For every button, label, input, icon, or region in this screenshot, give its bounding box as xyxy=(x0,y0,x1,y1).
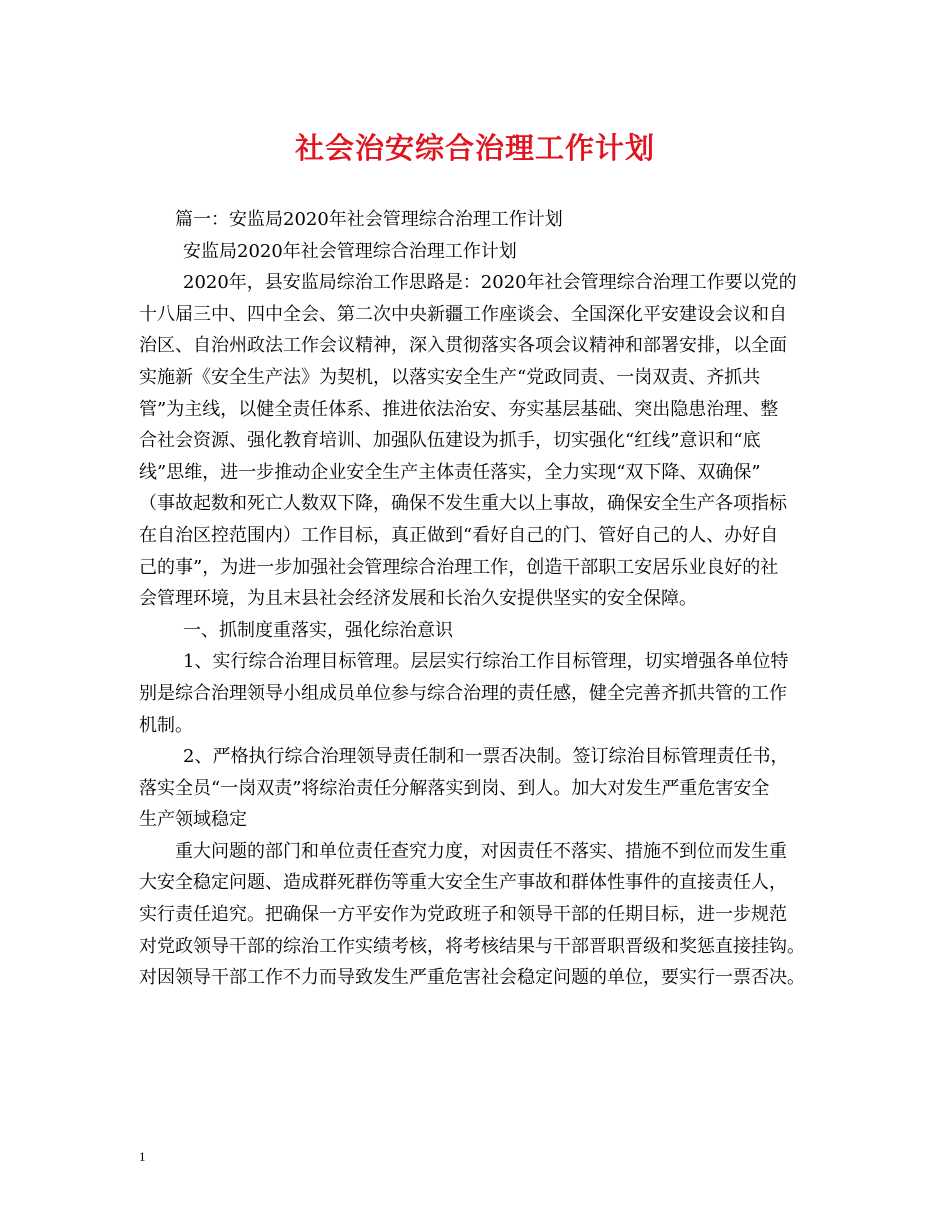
paragraph-line: 对因领导干部工作不力而导致发生严重危害社会稳定问题的单位，要实行一票否决。 xyxy=(139,967,805,989)
paragraph-line: 重大问题的部门和单位责任查究力度，对因责任不落实、措施不到位而发生重 xyxy=(175,840,787,862)
document-title: 社会治安综合治理工作计划 xyxy=(294,131,655,165)
paragraph-line: 在自治区控范围内）工作目标，真正做到“看好自己的门、管好自己的人、办好自 xyxy=(139,524,779,546)
paragraph-line: 2、严格执行综合治理领导责任制和一票否决制。签订综治目标管理责任书， xyxy=(183,746,789,768)
paragraph-line: 十八届三中、四中全会、第二次中央新疆工作座谈会、全国深化平安建设会议和自 xyxy=(139,303,787,325)
section-heading: 篇一：安监局2020年社会管理综合治理工作计划 xyxy=(175,209,563,230)
document-body xyxy=(139,204,829,994)
paragraph-line: 机制。 xyxy=(139,714,193,736)
paragraph-line: 大安全稳定问题、造成群死群伤等重大安全生产事故和群体性事件的直接责任人， xyxy=(139,872,787,894)
paragraph-line: 2020年，县安监局综治工作思路是：2020年社会管理综合治理工作要以党的 xyxy=(183,272,797,294)
paragraph-line: 治区、自治州政法工作会议精神，深入贯彻落实各项会议精神和部署安排，以全面 xyxy=(139,335,787,357)
paragraph-line: 生产领域稳定 xyxy=(139,809,247,831)
paragraph-line: 会管理环境，为且末县社会经济发展和长治久安提供坚实的安全保障。 xyxy=(139,588,697,610)
paragraph-line: （事故起数和死亡人数双下降，确保不发生重大以上事故，确保安全生产各项指标 xyxy=(139,493,787,515)
subtitle-line: 安监局2020年社会管理综合治理工作计划 xyxy=(183,240,517,262)
paragraph-line: 别是综合治理领导小组成员单位参与综合治理的责任感，健全完善齐抓共管的工作 xyxy=(139,682,787,704)
paragraph-line: 线”思维，进一步推动企业安全生产主体责任落实，全力实现“双下降、双确保” xyxy=(139,461,761,483)
page-number: 1 xyxy=(139,1149,146,1164)
paragraph-line: 1、实行综合治理目标管理。层层实行综治工作目标管理，切实增强各单位特 xyxy=(183,651,789,673)
paragraph-line: 己的事”，为进一步加强社会管理综合治理工作，创造干部职工安居乐业良好的社 xyxy=(139,556,779,578)
paragraph-line: 合社会资源、强化教育培训、加强队伍建设为抓手，切实强化“红线”意识和“底 xyxy=(139,430,761,452)
paragraph-line: 实施新《安全生产法》为契机，以落实安全生产“党政同责、一岗双责、齐抓共 xyxy=(139,366,761,388)
paragraph-line: 管”为主线，以健全责任体系、推进依法治安、夯实基层基础、突出隐患治理、整 xyxy=(139,398,779,420)
paragraph-line: 落实全员“一岗双责”将综治责任分解落实到岗、到人。加大对发生严重危害安全 xyxy=(139,777,770,799)
section-heading: 一、抓制度重落实，强化综治意识 xyxy=(183,619,453,641)
paragraph-line: 实行责任追究。把确保一方平安作为党政班子和领导干部的任期目标，进一步规范 xyxy=(139,904,787,926)
paragraph-line: 对党政领导干部的综治工作实绩考核，将考核结果与干部晋职晋级和奖惩直接挂钩。 xyxy=(139,935,805,957)
